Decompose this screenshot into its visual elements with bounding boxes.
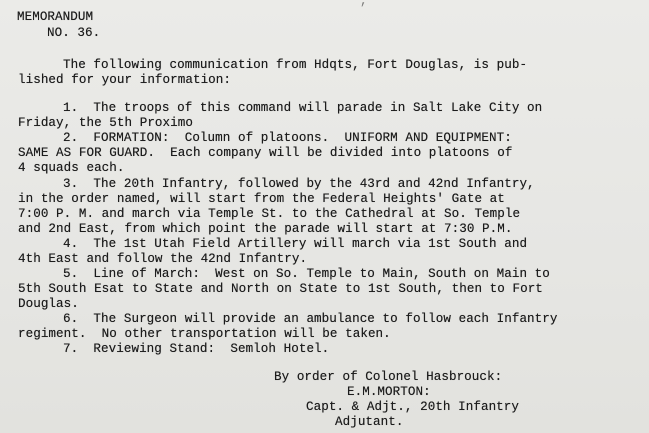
item-5-line-2: 5th South Esat to State and North on State to 1st South, then to Fort [18, 282, 543, 296]
item-2-line-3: 4 squads each. [18, 161, 125, 175]
memo-title: MEMORANDUM [17, 10, 94, 24]
item-1-line-1: 1. The troops of this command will parade in Salt Lake City on [63, 101, 543, 115]
item-6-line-1: 6. The Surgeon will provide an ambulance to follow each Infantry [63, 312, 558, 326]
signature-order: By order of Colonel Hasbrouck: [274, 370, 503, 384]
item-5-line-3: Douglas. [18, 297, 79, 311]
item-4-line-1: 4. The 1st Utah Field Artillery will march via 1st South and [63, 237, 528, 251]
item-7-line-1: 7. Reviewing Stand: Semloh Hotel. [63, 342, 330, 356]
memo-number: NO. 36. [47, 26, 101, 40]
item-2-line-2: SAME AS FOR GUARD. Each company will be divided into platoons of [18, 146, 513, 160]
signature-role: Adjutant. [335, 415, 404, 429]
signature-name: E.M.MORTON: [347, 385, 431, 399]
item-3-line-3: 7:00 P. M. and march via Temple St. to the Cathedral at So. Temple [18, 207, 521, 221]
item-3-line-1: 3. The 20th Infantry, followed by the 43rd and 42nd Infantry, [63, 177, 535, 191]
intro-line-2: lished for your information: [18, 73, 232, 87]
item-2-line-1: 2. FORMATION: Column of platoons. UNIFORM AND EQUIPMENT: [63, 131, 512, 145]
item-6-line-2: regiment. No other transportation will be taken. [18, 327, 391, 341]
intro-line-1: The following communication from Hdqts, Fort Douglas, is pub- [63, 58, 528, 72]
item-1-line-2: Friday, the 5th Proximo [18, 116, 193, 130]
item-4-line-2: 4th East and follow the 42nd Infantry. [18, 252, 308, 266]
signature-title: Capt. & Adjt., 20th Infantry [306, 400, 520, 414]
item-3-line-2: in the order named, will start from the Federal Heights' Gate at [18, 192, 505, 206]
top-cropped-fragment: , [360, 0, 368, 8]
item-5-line-1: 5. Line of March: West on So. Temple to Main, South on Main to [63, 267, 550, 281]
item-3-line-4: and 2nd East, from which point the parade will start at 7:30 P.M. [18, 222, 513, 236]
